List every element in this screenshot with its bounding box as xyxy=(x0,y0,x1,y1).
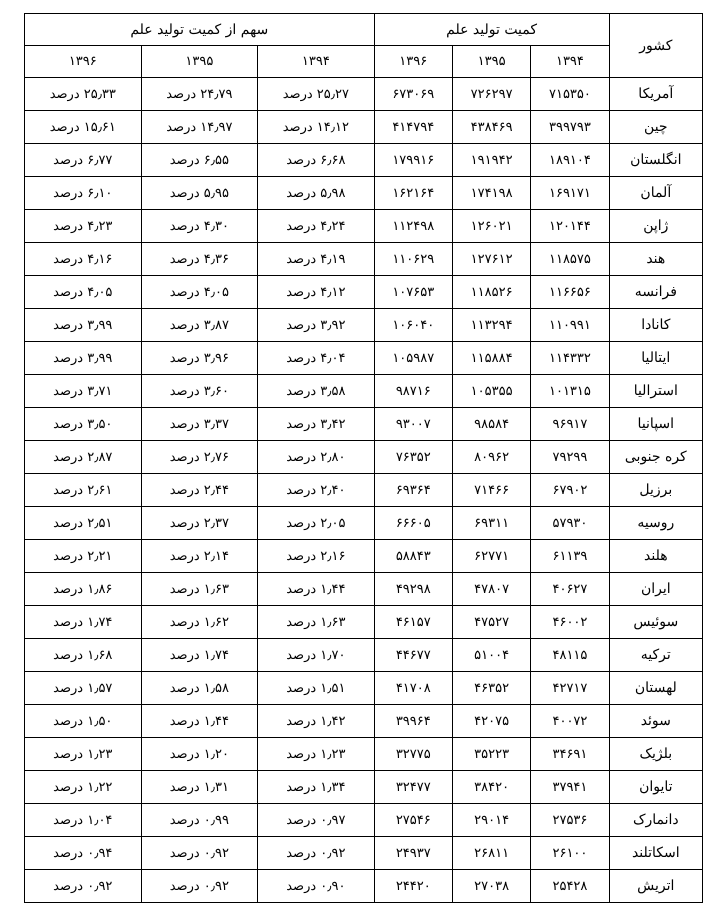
table-row xyxy=(25,705,703,738)
table-row xyxy=(25,408,703,441)
table-row xyxy=(25,672,703,705)
cell-share-1396: ۳٫۵۰ درصد xyxy=(25,408,142,441)
cell-quantity-1394: ۷۱۵۳۵۰ xyxy=(531,78,609,111)
cell-quantity-1396: ۳۹۹۶۴ xyxy=(374,705,452,738)
cell-quantity-1395: ۵۱۰۰۴ xyxy=(452,639,530,672)
cell-share-1396: ۲٫۶۱ درصد xyxy=(25,474,142,507)
cell-share-1396: ۴٫۱۶ درصد xyxy=(25,243,142,276)
table-row xyxy=(25,540,703,573)
cell-country: دانمارک xyxy=(609,804,702,837)
cell-country: چین xyxy=(609,111,702,144)
table-row xyxy=(25,771,703,804)
cell-quantity-1394: ۱۱۶۶۵۶ xyxy=(531,276,609,309)
cell-share-1394: ۱۴٫۱۲ درصد xyxy=(258,111,375,144)
cell-quantity-1394: ۳۷۹۴۱ xyxy=(531,771,609,804)
cell-share-1394: ۱٫۶۳ درصد xyxy=(258,606,375,639)
cell-share-1395: ۴٫۰۵ درصد xyxy=(141,276,258,309)
cell-share-1395: ۲٫۱۴ درصد xyxy=(141,540,258,573)
cell-quantity-1396: ۴۶۱۵۷ xyxy=(374,606,452,639)
cell-share-1396: ۲٫۸۷ درصد xyxy=(25,441,142,474)
cell-share-1395: ۰٫۹۹ درصد xyxy=(141,804,258,837)
table-row xyxy=(25,837,703,870)
cell-share-1394: ۱٫۷۰ درصد xyxy=(258,639,375,672)
cell-share-1394: ۳٫۹۲ درصد xyxy=(258,309,375,342)
cell-country: بلژیک xyxy=(609,738,702,771)
cell-share-1396: ۰٫۹۲ درصد xyxy=(25,870,142,903)
cell-share-1394: ۴٫۱۹ درصد xyxy=(258,243,375,276)
cell-quantity-1395: ۱۰۵۳۵۵ xyxy=(452,375,530,408)
cell-quantity-1395: ۴۷۸۰۷ xyxy=(452,573,530,606)
header-quantity-year: ۱۳۹۵ xyxy=(452,46,530,78)
cell-quantity-1395: ۱۹۱۹۴۲ xyxy=(452,144,530,177)
table-row xyxy=(25,606,703,639)
cell-share-1395: ۱٫۳۱ درصد xyxy=(141,771,258,804)
cell-country: اسپانیا xyxy=(609,408,702,441)
header-quantity-group: کمیت تولید علم xyxy=(374,14,609,46)
table-row xyxy=(25,111,703,144)
cell-quantity-1396: ۹۳۰۰۷ xyxy=(374,408,452,441)
cell-quantity-1396: ۲۴۴۲۰ xyxy=(374,870,452,903)
cell-share-1396: ۱٫۵۰ درصد xyxy=(25,705,142,738)
cell-share-1394: ۲٫۱۶ درصد xyxy=(258,540,375,573)
cell-country: آلمان xyxy=(609,177,702,210)
cell-share-1395: ۳٫۸۷ درصد xyxy=(141,309,258,342)
table-row xyxy=(25,573,703,606)
cell-quantity-1396: ۱۱۰۶۲۹ xyxy=(374,243,452,276)
cell-quantity-1395: ۱۱۸۵۲۶ xyxy=(452,276,530,309)
cell-quantity-1394: ۶۱۱۳۹ xyxy=(531,540,609,573)
cell-share-1396: ۰٫۹۴ درصد xyxy=(25,837,142,870)
cell-quantity-1394: ۱۱۸۵۷۵ xyxy=(531,243,609,276)
science-production-table xyxy=(24,13,703,903)
table-row xyxy=(25,441,703,474)
cell-quantity-1394: ۷۹۲۹۹ xyxy=(531,441,609,474)
cell-quantity-1395: ۲۷۰۳۸ xyxy=(452,870,530,903)
cell-quantity-1396: ۶۷۳۰۶۹ xyxy=(374,78,452,111)
cell-share-1396: ۳٫۹۹ درصد xyxy=(25,309,142,342)
cell-share-1394: ۴٫۲۴ درصد xyxy=(258,210,375,243)
cell-quantity-1394: ۲۷۵۳۶ xyxy=(531,804,609,837)
cell-quantity-1394: ۲۵۴۲۸ xyxy=(531,870,609,903)
cell-share-1394: ۵٫۹۸ درصد xyxy=(258,177,375,210)
cell-country: سوئد xyxy=(609,705,702,738)
cell-quantity-1396: ۶۶۶۰۵ xyxy=(374,507,452,540)
cell-quantity-1394: ۱۲۰۱۴۴ xyxy=(531,210,609,243)
cell-country: لهستان xyxy=(609,672,702,705)
cell-share-1395: ۱۴٫۹۷ درصد xyxy=(141,111,258,144)
cell-quantity-1395: ۸۰۹۶۲ xyxy=(452,441,530,474)
cell-quantity-1396: ۱۷۹۹۱۶ xyxy=(374,144,452,177)
cell-share-1395: ۰٫۹۲ درصد xyxy=(141,870,258,903)
cell-country: سوئیس xyxy=(609,606,702,639)
cell-quantity-1396: ۷۶۳۵۲ xyxy=(374,441,452,474)
cell-share-1394: ۰٫۹۲ درصد xyxy=(258,837,375,870)
cell-share-1396: ۱٫۵۷ درصد xyxy=(25,672,142,705)
table-row xyxy=(25,474,703,507)
cell-quantity-1396: ۱۰۶۰۴۰ xyxy=(374,309,452,342)
table-row xyxy=(25,639,703,672)
table-row xyxy=(25,243,703,276)
cell-country: فرانسه xyxy=(609,276,702,309)
cell-quantity-1394: ۴۰۰۷۲ xyxy=(531,705,609,738)
cell-share-1396: ۱٫۷۴ درصد xyxy=(25,606,142,639)
cell-quantity-1395: ۴۷۵۲۷ xyxy=(452,606,530,639)
cell-share-1395: ۲٫۷۶ درصد xyxy=(141,441,258,474)
cell-quantity-1396: ۱۱۲۴۹۸ xyxy=(374,210,452,243)
cell-country: کانادا xyxy=(609,309,702,342)
cell-share-1394: ۱٫۴۲ درصد xyxy=(258,705,375,738)
cell-share-1394: ۳٫۴۲ درصد xyxy=(258,408,375,441)
cell-share-1395: ۴٫۳۰ درصد xyxy=(141,210,258,243)
cell-quantity-1396: ۵۸۸۴۳ xyxy=(374,540,452,573)
cell-share-1396: ۲۵٫۳۳ درصد xyxy=(25,78,142,111)
cell-share-1394: ۴٫۱۲ درصد xyxy=(258,276,375,309)
cell-share-1394: ۲٫۸۰ درصد xyxy=(258,441,375,474)
cell-country: اتریش xyxy=(609,870,702,903)
cell-share-1395: ۳٫۹۶ درصد xyxy=(141,342,258,375)
cell-quantity-1394: ۴۸۱۱۵ xyxy=(531,639,609,672)
cell-share-1396: ۴٫۰۵ درصد xyxy=(25,276,142,309)
cell-quantity-1394: ۱۶۹۱۷۱ xyxy=(531,177,609,210)
cell-share-1394: ۰٫۹۷ درصد xyxy=(258,804,375,837)
table-row xyxy=(25,210,703,243)
cell-quantity-1394: ۶۷۹۰۲ xyxy=(531,474,609,507)
cell-share-1395: ۱٫۴۴ درصد xyxy=(141,705,258,738)
cell-quantity-1395: ۱۲۶۰۲۱ xyxy=(452,210,530,243)
cell-share-1394: ۰٫۹۰ درصد xyxy=(258,870,375,903)
cell-quantity-1396: ۹۸۷۱۶ xyxy=(374,375,452,408)
table-row xyxy=(25,870,703,903)
cell-country: هلند xyxy=(609,540,702,573)
header-country: کشور xyxy=(609,14,702,78)
cell-country: کره جنوبی xyxy=(609,441,702,474)
header-quantity-year: ۱۳۹۴ xyxy=(531,46,609,78)
cell-quantity-1395: ۳۵۲۲۳ xyxy=(452,738,530,771)
cell-country: ترکیه xyxy=(609,639,702,672)
cell-quantity-1396: ۴۱۷۰۸ xyxy=(374,672,452,705)
cell-quantity-1394: ۱۰۱۳۱۵ xyxy=(531,375,609,408)
header-share-year: ۱۳۹۵ xyxy=(141,46,258,78)
cell-share-1394: ۱٫۲۳ درصد xyxy=(258,738,375,771)
cell-share-1394: ۲٫۴۰ درصد xyxy=(258,474,375,507)
cell-share-1395: ۱٫۷۴ درصد xyxy=(141,639,258,672)
cell-share-1395: ۲٫۴۴ درصد xyxy=(141,474,258,507)
cell-country: ایتالیا xyxy=(609,342,702,375)
cell-country: استرالیا xyxy=(609,375,702,408)
cell-quantity-1395: ۲۶۸۱۱ xyxy=(452,837,530,870)
cell-country: برزیل xyxy=(609,474,702,507)
cell-quantity-1395: ۹۸۵۸۴ xyxy=(452,408,530,441)
cell-quantity-1396: ۳۲۴۷۷ xyxy=(374,771,452,804)
cell-quantity-1395: ۷۱۴۶۶ xyxy=(452,474,530,507)
cell-country: اسکاتلند xyxy=(609,837,702,870)
table-row xyxy=(25,738,703,771)
table-body xyxy=(25,78,703,903)
cell-country: روسیه xyxy=(609,507,702,540)
cell-country: ایران xyxy=(609,573,702,606)
cell-share-1396: ۱۵٫۶۱ درصد xyxy=(25,111,142,144)
cell-quantity-1395: ۲۹۰۱۴ xyxy=(452,804,530,837)
cell-share-1395: ۱٫۵۸ درصد xyxy=(141,672,258,705)
cell-quantity-1394: ۹۶۹۱۷ xyxy=(531,408,609,441)
cell-share-1394: ۱٫۵۱ درصد xyxy=(258,672,375,705)
cell-share-1396: ۲٫۵۱ درصد xyxy=(25,507,142,540)
table-row xyxy=(25,177,703,210)
cell-quantity-1395: ۳۸۴۲۰ xyxy=(452,771,530,804)
cell-share-1395: ۵٫۹۵ درصد xyxy=(141,177,258,210)
cell-quantity-1396: ۴۱۴۷۹۴ xyxy=(374,111,452,144)
cell-share-1395: ۳٫۶۰ درصد xyxy=(141,375,258,408)
cell-country: هند xyxy=(609,243,702,276)
document-page xyxy=(24,13,703,903)
cell-share-1394: ۱٫۴۴ درصد xyxy=(258,573,375,606)
table-row xyxy=(25,342,703,375)
cell-share-1396: ۱٫۸۶ درصد xyxy=(25,573,142,606)
cell-share-1395: ۰٫۹۲ درصد xyxy=(141,837,258,870)
table-row xyxy=(25,507,703,540)
cell-quantity-1394: ۴۲۷۱۷ xyxy=(531,672,609,705)
cell-quantity-1394: ۳۴۶۹۱ xyxy=(531,738,609,771)
cell-quantity-1396: ۱۰۵۹۸۷ xyxy=(374,342,452,375)
header-share-year: ۱۳۹۶ xyxy=(25,46,142,78)
cell-quantity-1396: ۲۴۹۳۷ xyxy=(374,837,452,870)
cell-quantity-1394: ۴۰۶۲۷ xyxy=(531,573,609,606)
cell-share-1394: ۳٫۵۸ درصد xyxy=(258,375,375,408)
cell-share-1394: ۲۵٫۲۷ درصد xyxy=(258,78,375,111)
cell-share-1395: ۲۴٫۷۹ درصد xyxy=(141,78,258,111)
cell-share-1394: ۶٫۶۸ درصد xyxy=(258,144,375,177)
table-row xyxy=(25,804,703,837)
table-row xyxy=(25,144,703,177)
cell-quantity-1395: ۶۹۳۱۱ xyxy=(452,507,530,540)
cell-quantity-1396: ۶۹۳۶۴ xyxy=(374,474,452,507)
header-share-group: سهم از کمیت تولید علم xyxy=(25,14,375,46)
header-share-year: ۱۳۹۴ xyxy=(258,46,375,78)
cell-share-1396: ۳٫۹۹ درصد xyxy=(25,342,142,375)
cell-quantity-1395: ۱۱۳۲۹۴ xyxy=(452,309,530,342)
cell-quantity-1394: ۱۱۰۹۹۱ xyxy=(531,309,609,342)
table-row xyxy=(25,276,703,309)
cell-quantity-1395: ۷۲۶۲۹۷ xyxy=(452,78,530,111)
header-row-groups xyxy=(25,14,703,46)
header-quantity-year: ۱۳۹۶ xyxy=(374,46,452,78)
cell-quantity-1394: ۳۹۹۷۹۳ xyxy=(531,111,609,144)
cell-quantity-1396: ۱۰۷۶۵۳ xyxy=(374,276,452,309)
header-row-years xyxy=(25,46,703,78)
cell-country: آمریکا xyxy=(609,78,702,111)
cell-share-1396: ۱٫۶۸ درصد xyxy=(25,639,142,672)
cell-quantity-1395: ۶۲۷۷۱ xyxy=(452,540,530,573)
cell-quantity-1395: ۱۷۴۱۹۸ xyxy=(452,177,530,210)
cell-share-1396: ۱٫۰۴ درصد xyxy=(25,804,142,837)
cell-quantity-1394: ۲۶۱۰۰ xyxy=(531,837,609,870)
cell-share-1395: ۱٫۲۰ درصد xyxy=(141,738,258,771)
table-row xyxy=(25,309,703,342)
cell-share-1394: ۴٫۰۴ درصد xyxy=(258,342,375,375)
table-row xyxy=(25,78,703,111)
cell-quantity-1395: ۴۶۳۵۲ xyxy=(452,672,530,705)
table-row xyxy=(25,375,703,408)
cell-share-1395: ۴٫۳۶ درصد xyxy=(141,243,258,276)
cell-share-1396: ۲٫۲۱ درصد xyxy=(25,540,142,573)
cell-quantity-1396: ۴۹۲۹۸ xyxy=(374,573,452,606)
cell-share-1394: ۱٫۳۴ درصد xyxy=(258,771,375,804)
cell-country: انگلستان xyxy=(609,144,702,177)
cell-quantity-1394: ۵۷۹۳۰ xyxy=(531,507,609,540)
cell-country: ژاپن xyxy=(609,210,702,243)
cell-share-1396: ۶٫۱۰ درصد xyxy=(25,177,142,210)
cell-quantity-1396: ۱۶۲۱۶۴ xyxy=(374,177,452,210)
cell-quantity-1395: ۴۳۸۴۶۹ xyxy=(452,111,530,144)
cell-share-1395: ۲٫۳۷ درصد xyxy=(141,507,258,540)
cell-quantity-1396: ۲۷۵۴۶ xyxy=(374,804,452,837)
cell-quantity-1394: ۴۶۰۰۲ xyxy=(531,606,609,639)
cell-share-1395: ۳٫۳۷ درصد xyxy=(141,408,258,441)
cell-share-1396: ۱٫۲۳ درصد xyxy=(25,738,142,771)
cell-share-1394: ۲٫۰۵ درصد xyxy=(258,507,375,540)
cell-quantity-1395: ۴۲۰۷۵ xyxy=(452,705,530,738)
cell-share-1395: ۶٫۵۵ درصد xyxy=(141,144,258,177)
cell-share-1396: ۱٫۲۲ درصد xyxy=(25,771,142,804)
cell-share-1396: ۴٫۲۳ درصد xyxy=(25,210,142,243)
cell-share-1396: ۶٫۷۷ درصد xyxy=(25,144,142,177)
cell-share-1395: ۱٫۶۳ درصد xyxy=(141,573,258,606)
cell-share-1396: ۳٫۷۱ درصد xyxy=(25,375,142,408)
cell-quantity-1395: ۱۲۷۶۱۲ xyxy=(452,243,530,276)
cell-share-1395: ۱٫۶۲ درصد xyxy=(141,606,258,639)
cell-quantity-1395: ۱۱۵۸۸۴ xyxy=(452,342,530,375)
cell-country: تایوان xyxy=(609,771,702,804)
cell-quantity-1394: ۱۸۹۱۰۴ xyxy=(531,144,609,177)
cell-quantity-1396: ۳۲۷۷۵ xyxy=(374,738,452,771)
cell-quantity-1394: ۱۱۴۳۳۲ xyxy=(531,342,609,375)
cell-quantity-1396: ۴۴۶۷۷ xyxy=(374,639,452,672)
